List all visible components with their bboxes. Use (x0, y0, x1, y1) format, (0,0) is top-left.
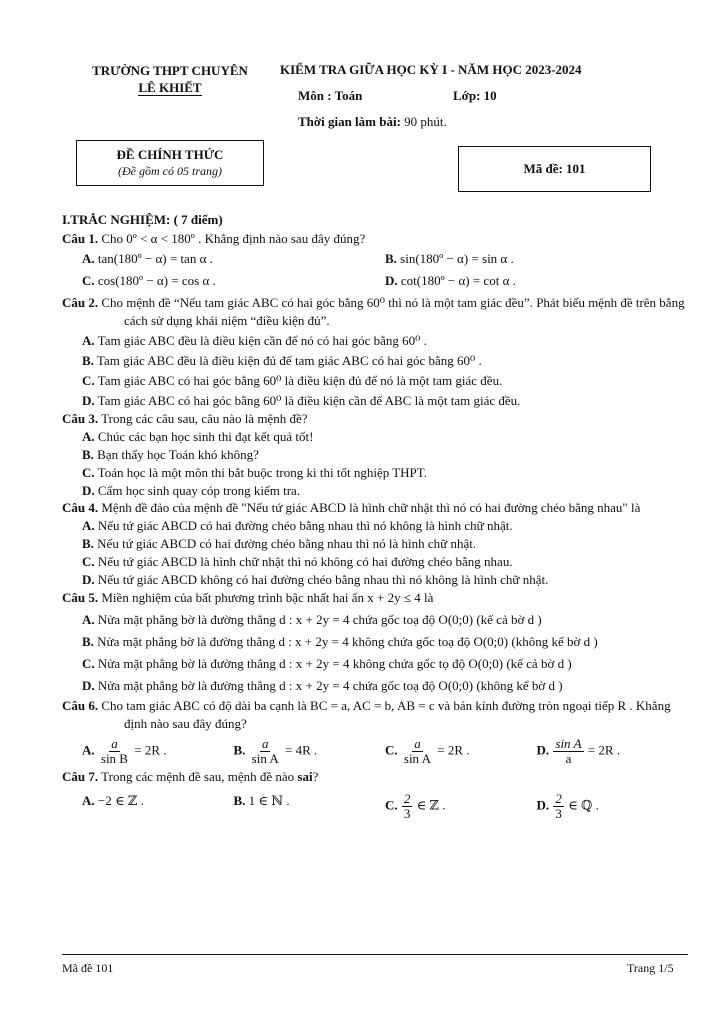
option-c: C. $\frac{a}{\text{sin A}}$ = 2R . (385, 736, 470, 766)
option-a: A. $\frac{a}{\text{sin B}}$ = 2R . (82, 736, 167, 766)
question-6-options (62, 737, 688, 766)
option-b: B. Bạn thấy học Toán khó không? (82, 447, 259, 462)
exam-code: Mã đề: 101 (523, 161, 586, 176)
option-a: A. Tam giác ABC đều là điều kiện cần để nó có hai góc bằng 60⁰ . (82, 333, 427, 348)
section-title: I.TRẮC NGHIỆM: ( 7 điểm) (62, 212, 223, 227)
option-b: B. Tam giác ABC đều là điều kiện đủ để tam giác ABC có hai góc bằng 60⁰ . (82, 353, 482, 368)
option-a: A. tan(180º − α) = tan α . (82, 251, 213, 266)
exam-title: KIỂM TRA GIỮA HỌC KỲ I - NĂM HỌC 2023-2024 (280, 62, 582, 77)
footer-page-number: Trang 1/5 (627, 961, 674, 975)
pages-note: (Đề gồm có 05 trang) (118, 164, 222, 178)
questions (62, 230, 688, 821)
option-a: A. Nửa mặt phẳng bờ là đường thẳng d : x + 2y = 4 chứa gốc toạ độ O(0;0) (kể cả bờ d ) (82, 612, 542, 627)
option-d: D. Tam giác ABC có hai góc bằng 60⁰ là điều kiện cần để ABC là một tam giác đều. (82, 393, 521, 408)
option-a: A. −2 ∈ ℤ . (82, 793, 144, 808)
official-label: ĐỀ CHÍNH THỨC (116, 147, 224, 162)
footer-divider (62, 954, 688, 955)
question-1-options (62, 250, 688, 268)
grade-label: Lớp: 10 (453, 88, 497, 103)
option-d: D. Nửa mặt phẳng bờ là đường thẳng d : x + 2y = 4 chứa gốc toạ độ O(0;0) (không kể bờ d ) (82, 678, 563, 693)
option-c: C. Toán học là một môn thi bắt buộc trong kì thi tốt nghiệp THPT. (82, 465, 428, 480)
option-d: D. Nếu tứ giác ABCD không có hai đường chéo bằng nhau thì nó không là hình chữ nhật. (82, 572, 549, 587)
option-c: C. Nếu tứ giác ABCD là hình chữ nhật thì nó không có hai đường chéo bằng nhau. (82, 554, 513, 569)
official-box (76, 140, 264, 186)
option-a: A. Nếu tứ giác ABCD có hai đường chéo bằng nhau thì nó không là hình chữ nhật. (82, 518, 513, 533)
option-d: D. Cấm học sinh quay cóp trong kiểm tra. (82, 483, 301, 498)
time-label: Thời gian làm bài: 90 phút. (298, 114, 447, 129)
school-line2: LÊ KHIẾT (138, 80, 202, 95)
option-d: D. $\frac{2}{3}$ ∈ ℚ . (536, 791, 599, 821)
option-b: B. 1 ∈ ℕ . (233, 793, 290, 808)
footer-exam-code: Mã đề 101 (62, 961, 114, 975)
question-4: Câu 4. Mệnh đề đảo của mệnh đề "Nếu tứ giác ABCD là hình chữ nhật thì nó có hai đường chéo bằng nhau" là (62, 500, 641, 515)
option-c: C. cos(180º − α) = cos α . (82, 273, 216, 288)
option-c: C. Tam giác ABC có hai góc bằng 60⁰ là điều kiện đủ để nó là một tam giác đều. (82, 373, 503, 388)
option-a: A. Chúc các bạn học sinh thi đạt kết quả tốt! (82, 429, 314, 444)
exam-code-box (458, 146, 651, 192)
question-7-options (62, 792, 688, 821)
option-b: B. $\frac{a}{\text{sin A}}$ = 4R . (233, 736, 318, 766)
question-1: Câu 1. Cho 0º < α < 180º . Khẳng định nào sau đây đúng? (62, 231, 366, 246)
question-6: Câu 6. Cho tam giác ABC có độ dài ba cạnh là BC = a, AC = b, AB = c và bán kính đường tròn ngoại tiếp R . Khẳng định nào sau đây đúng? (62, 698, 671, 731)
option-d: D. $\frac{\text{sin A}}{a}$ = 2R . (536, 736, 621, 766)
question-1-options-2 (62, 272, 688, 290)
school-name (70, 62, 270, 96)
option-c: C. $\frac{2}{3}$ ∈ ℤ . (385, 791, 446, 821)
option-b: B. sin(180º − α) = sin α . (385, 251, 514, 266)
option-d: D. cot(180º − α) = cot α . (385, 273, 516, 288)
question-5: Câu 5. Miền nghiệm của bất phương trình bậc nhất hai ẩn x + 2y ≤ 4 là (62, 590, 434, 605)
option-c: C. Nửa mặt phẳng bờ là đường thẳng d : x + 2y = 4 không chứa gốc tọ độ O(0;0) (kể cả bờ d ) (82, 656, 572, 671)
option-b: B. Nếu tứ giác ABCD có hai đường chéo bằng nhau thì nó là hình chữ nhật. (82, 536, 477, 551)
subject-label: Môn : Toán (298, 88, 363, 103)
option-b: B. Nửa mặt phẳng bờ là đường thẳng d : x + 2y = 4 không chứa gốc toạ độ O(0;0) (không kể bờ d ) (82, 634, 598, 649)
question-3: Câu 3. Trong các câu sau, câu nào là mệnh đề? (62, 411, 308, 426)
question-2: Câu 2. Cho mệnh đề “Nếu tam giác ABC có hai góc bằng 60⁰ thì nó là một tam giác đều”. Phát biểu mệnh đề trên bằng cách sử dụng khái niệm “điều kiện đủ”. (62, 295, 685, 328)
school-line1: TRƯỜNG THPT CHUYÊN (92, 63, 248, 78)
question-7: Câu 7. Trong các mệnh đề sau, mệnh đề nào sai? (62, 769, 319, 784)
